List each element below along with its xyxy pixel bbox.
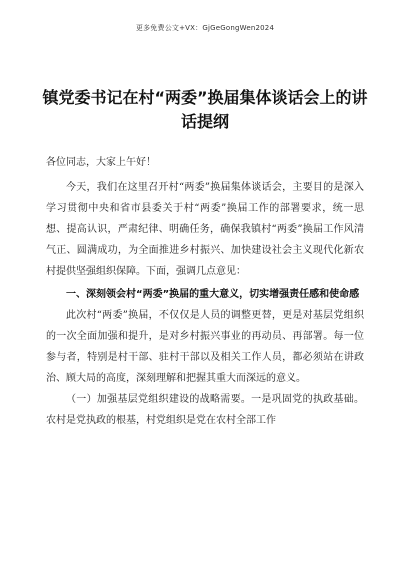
greeting: 各位同志，大家上午好！ [46, 157, 156, 168]
paragraph-significance: 此次村“两委”换届，不仅仅是人员的调整更替，更是对基层党组织的一次全面加强和提升，是对乡村振兴事业的再动员、再部署。每一位参与者，特别是村干部、驻村干部以及相关工作人员，都必须站在讲政治、顾大局的高度，深刻理解和把握其重大而深远的意义。 [46, 310, 364, 384]
header-note: 更多免费公文+VX：GjGeGongWen2024 [135, 24, 275, 32]
paragraph-intro: 今天，我们在这里召开村“两委”换届集体谈话会，主要目的是深入学习贯彻中央和省市县委关于村“两委”换届工作的部署要求，统一思想、提高认识，严肃纪律、明确任务，确保我镇村“两委”换届工作风清气正、圆满成功，为全面推进乡村振兴、加快建设社会主义现代化新农村提供坚强组织保障。下面，强调几点意见： [46, 182, 364, 277]
document-title: 镇党委书记在村“两委”换届集体谈话会上的讲话提纲 [42, 88, 368, 131]
section-heading-1: 一、深刻领会村“两委”换届的重大意义，切实增强责任感和使命感 [66, 289, 360, 300]
document-body [46, 152, 364, 431]
paragraph-subsection-1: （一）加强基层党组织建设的战略需要。一是巩固党的执政基础。农村是党执政的根基，村党组织是党在农村全部工作 [46, 394, 364, 426]
